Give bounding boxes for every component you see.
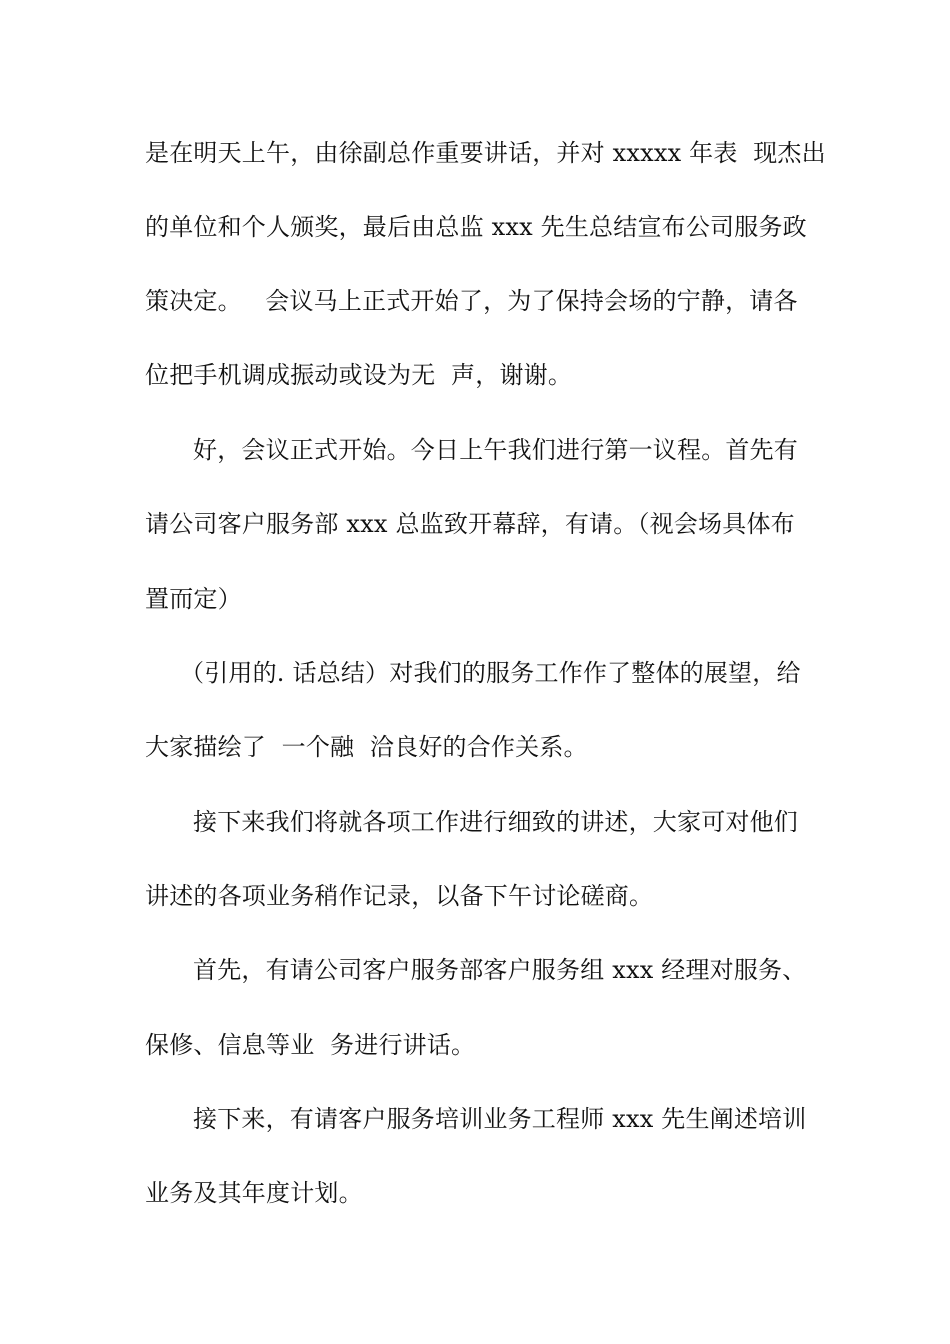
paragraph-first-line: 好，会议正式开始。今日上午我们进行第一议程。首先有 [193, 436, 798, 464]
text-line: 策决定。 会议马上正式开始了，为了保持会场的宁静，请各 [145, 287, 798, 315]
paragraph-first-line: 接下来我们将就各项工作进行细致的讲述，大家可对他们 [193, 808, 798, 836]
text-line: 请公司客户服务部 xxx 总监致开幕辞，有请。（视会场具体布 [145, 510, 795, 538]
paragraph-first-line: （引用的. 话总结）对我们的服务工作作了整体的展望，给 [180, 659, 801, 687]
text-line: 业务及其年度计划。 [145, 1179, 363, 1207]
text-line: 讲述的各项业务稍作记录，以备下午讨论磋商。 [145, 882, 654, 910]
text-line: 大家描绘了 一个融 洽良好的合作关系。 [145, 733, 588, 761]
text-line: 保修、信息等业 务进行讲话。 [145, 1031, 476, 1059]
paragraph-first-line: 首先，有请公司客户服务部客户服务组 xxx 经理对服务、 [193, 956, 807, 984]
text-line: 的单位和个人颁奖，最后由总监 xxx 先生总结宣布公司服务政 [145, 213, 807, 241]
text-line: 是在明天上午，由徐副总作重要讲话，并对 xxxxx 年表 现杰出 [145, 139, 826, 167]
text-line: 置而定） [145, 585, 242, 613]
text-line: 位把手机调成振动或设为无 声，谢谢。 [145, 361, 573, 389]
paragraph-first-line: 接下来，有请客户服务培训业务工程师 xxx 先生阐述培训 [193, 1105, 807, 1133]
